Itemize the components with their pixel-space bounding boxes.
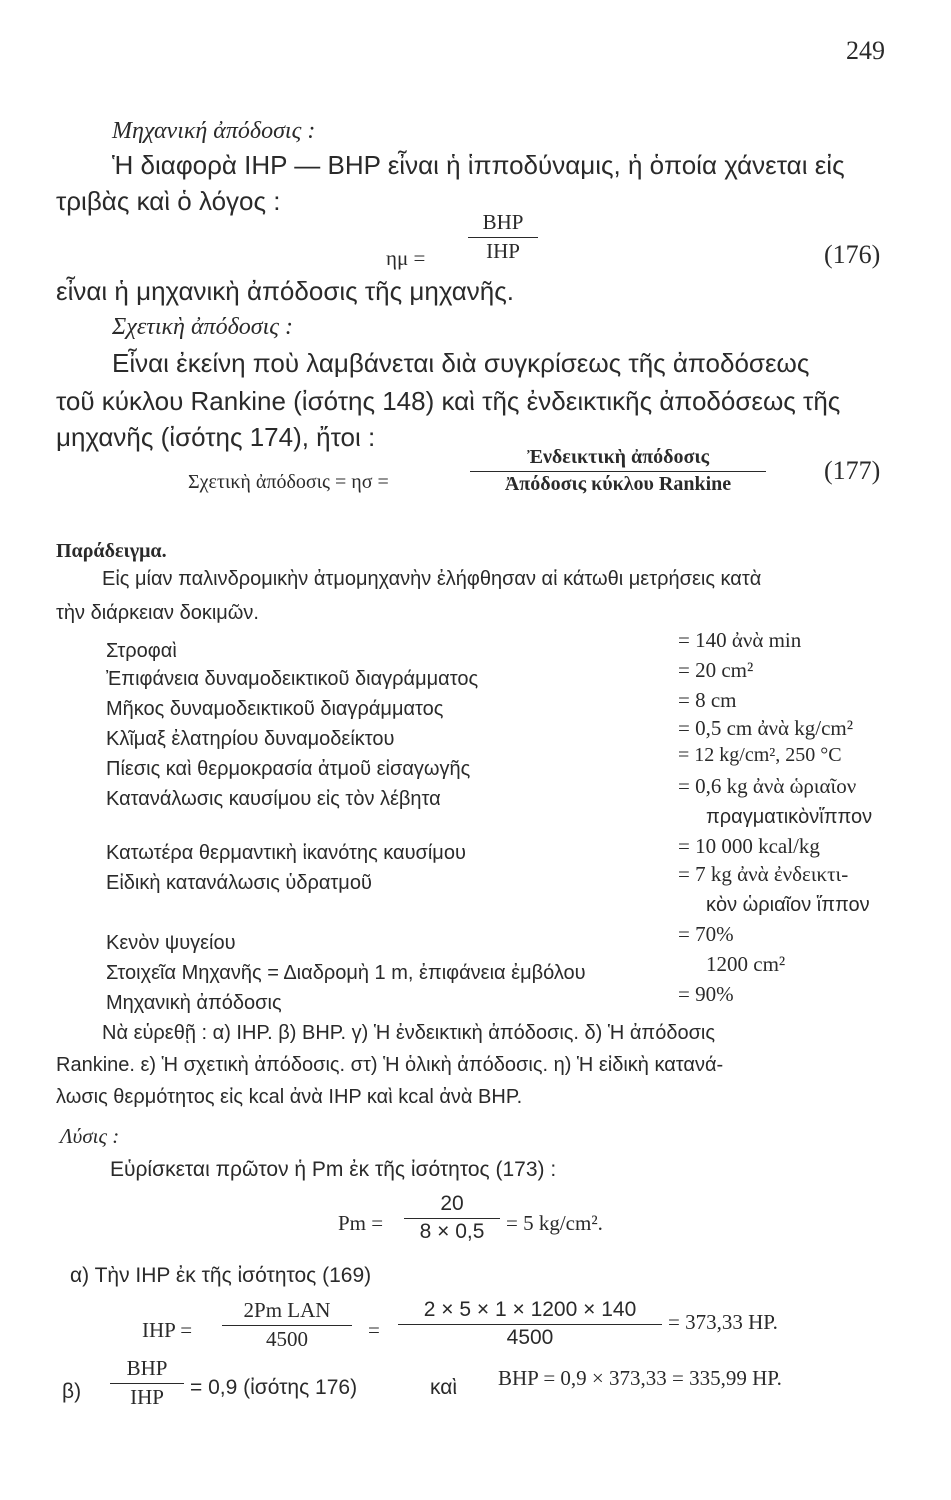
- data-value: = 8 cm: [678, 688, 737, 712]
- mechanical-heading: Μηχανική ἀπόδοσις :: [112, 118, 316, 144]
- pm-numerator: 20: [440, 1192, 464, 1215]
- solution-part-b-result: BHP = 0,9 × 373,33 = 335,99 HP.: [498, 1366, 782, 1390]
- ihp-formula-result: = 373,33 HP.: [668, 1310, 778, 1334]
- equation-number-176: (176): [824, 240, 881, 269]
- ihp-fraction-2: [398, 1298, 662, 1350]
- formula-177-numerator: Ἐνδεικτικὴ ἀπόδοσις: [526, 446, 710, 468]
- question-line-2: Rankine. ε) Ἡ σχετικὴ ἀπόδοσις. στ) Ἡ ὁλικὴ ἀπόδοσις. η) Ἡ εἰδικὴ κατανά-: [56, 1054, 724, 1076]
- solution-part-b-and: καὶ: [430, 1376, 458, 1399]
- example-heading: Παράδειγμα.: [56, 540, 167, 562]
- data-label: Πίεσις καὶ θερμοκρασία ἀτμοῦ εἰσαγωγῆς: [106, 758, 471, 780]
- data-value: = 10 000 kcal/kg: [678, 834, 820, 858]
- relative-text-line-2: τοῦ κύκλου Rankine (ἰσότης 148) καὶ τῆς ἐνδεικτικῆς ἀποδόσεως τῆς: [56, 386, 841, 416]
- data-value: = 12 kg/cm², 250 °C: [678, 744, 842, 766]
- solution-heading: Λύσις :: [60, 1124, 120, 1148]
- ihp-fraction-1: [222, 1298, 352, 1352]
- data-value: = 20 cm²: [678, 658, 754, 682]
- fraction-bar: [222, 1325, 352, 1326]
- data-label: Μῆκος δυναμοδεικτικοῦ διαγράμματος: [106, 698, 444, 720]
- solution-part-b-ratio: = 0,9 (ἰσότης 176): [190, 1376, 358, 1399]
- data-label: Κλῖμαξ ἐλατηρίου δυναμοδείκτου: [106, 728, 395, 750]
- example-intro-line-1: Εἰς μίαν παλινδρομικὴν ἀτμομηχανὴν ἐλήφθησαν αἱ κάτωθι μετρήσεις κατὰ: [102, 568, 762, 590]
- solution-part-b-label: β): [62, 1380, 82, 1403]
- formula-177-denominator: Ἀπόδοσις κύκλου Rankine: [504, 473, 732, 495]
- data-label: Εἰδικὴ κατανάλωσις ὑδρατμοῦ: [106, 872, 372, 894]
- example-intro-line-2: τὴν διάρκειαν δοκιμῶν.: [56, 602, 259, 624]
- mechanical-text-line-1: Ἡ διαφορὰ IHP — BHP εἶναι ἡ ἱπποδύναμις, ἡ ὁποία χάνεται εἰς: [112, 150, 845, 180]
- data-label: Κενὸν ψυγείου: [106, 932, 236, 954]
- pm-denominator: 8 × 0,5: [419, 1220, 485, 1243]
- fraction-bar: [110, 1383, 184, 1384]
- data-value: 1200 cm²: [706, 952, 786, 976]
- ihp-formula-lhs: IHP =: [142, 1318, 193, 1342]
- formula-177-fraction: [470, 446, 766, 496]
- mechanical-text-line-3: εἶναι ἡ μηχανικὴ ἀπόδοσις τῆς μηχανῆς.: [56, 276, 515, 306]
- data-value: = 0,5 cm ἀνὰ kg/cm²: [678, 716, 854, 740]
- ihp-formula-equals: =: [368, 1318, 380, 1342]
- data-label: Κατανάλωσις καυσίμου εἰς τὸν λέβητα: [106, 788, 441, 810]
- ihp-numerator-2: 2 × 5 × 1 × 1200 × 140: [423, 1298, 637, 1321]
- solution-line-1: Εὑρίσκεται πρῶτον ἡ Pm ἐκ τῆς ἰσότητος (173) :: [110, 1158, 557, 1181]
- ihp-numerator-1: 2Pm LAN: [243, 1298, 331, 1322]
- data-value: = 90%: [678, 982, 734, 1006]
- fraction-bar: [470, 471, 766, 472]
- fraction-bar: [398, 1324, 662, 1325]
- fraction-bar: [404, 1218, 500, 1219]
- ihp-denominator-1: 4500: [266, 1327, 308, 1351]
- pm-formula-rhs: = 5 kg/cm².: [506, 1211, 603, 1235]
- data-value-continuation: πραγματικὸνἵππον: [706, 806, 873, 828]
- data-value: = 0,6 kg ἀνὰ ὡριαῖον: [678, 774, 857, 798]
- question-line-1: Νὰ εὑρεθῇ : α) IHP. β) BHP. γ) Ἡ ἐνδεικτικὴ ἀπόδοσις. δ) Ἡ ἀπόδοσις: [102, 1022, 716, 1044]
- solution-part-a: α) Τὴν IHP ἐκ τῆς ἰσότητος (169): [70, 1264, 372, 1287]
- data-value-continuation: κὸν ὡριαῖον ἵππον: [706, 894, 870, 916]
- formula-176-lhs: ημ =: [386, 246, 426, 270]
- ihp-denominator: IHP: [130, 1385, 164, 1409]
- data-label: Κατωτέρα θερμαντικὴ ἱκανότης καυσίμου: [106, 842, 466, 864]
- data-value: = 70%: [678, 922, 734, 946]
- formula-176-numerator: BHP: [482, 210, 524, 234]
- data-label: Στοιχεῖα Μηχανῆς = Διαδρομὴ 1 m, ἐπιφάνεια ἐμβόλου: [106, 962, 586, 984]
- formula-176-fraction: [468, 210, 538, 264]
- formula-176-denominator: IHP: [486, 239, 520, 263]
- bhp-ihp-fraction: [110, 1356, 184, 1410]
- fraction-bar: [468, 237, 538, 238]
- data-value: = 7 kg ἀνὰ ἐνδεικτι-: [678, 862, 849, 886]
- relative-text-line-3: μηχανῆς (ἰσότης 174), ἤτοι :: [56, 422, 376, 452]
- equation-number-177: (177): [824, 456, 881, 485]
- pm-formula-lhs: Pm =: [338, 1211, 384, 1235]
- bhp-numerator: BHP: [126, 1356, 168, 1380]
- data-label: Στροφαὶ: [106, 640, 177, 662]
- page-number: 249: [846, 36, 885, 65]
- data-label: Μηχανικὴ ἀπόδοσις: [106, 992, 282, 1014]
- data-value: = 140 ἀνὰ min: [678, 628, 802, 652]
- mechanical-text-line-2: τριβὰς καὶ ὁ λόγος :: [56, 186, 281, 216]
- ihp-denominator-2: 4500: [506, 1326, 554, 1349]
- question-line-3: λωσις θερμότητος εἰς kcal ἀνὰ IHP καὶ kcal ἀνὰ BHP.: [56, 1086, 523, 1108]
- formula-177-lhs: Σχετικὴ ἀπόδοσις = ησ =: [188, 471, 389, 493]
- data-label: Ἐπιφάνεια δυναμοδεικτικοῦ διαγράμματος: [106, 668, 479, 690]
- pm-formula-fraction: [404, 1192, 500, 1244]
- relative-heading: Σχετικὴ ἀπόδοσις :: [112, 314, 293, 340]
- relative-text-line-1: Εἶναι ἐκείνη ποὺ λαμβάνεται διὰ συγκρίσεως τῆς ἀποδόσεως: [112, 348, 810, 378]
